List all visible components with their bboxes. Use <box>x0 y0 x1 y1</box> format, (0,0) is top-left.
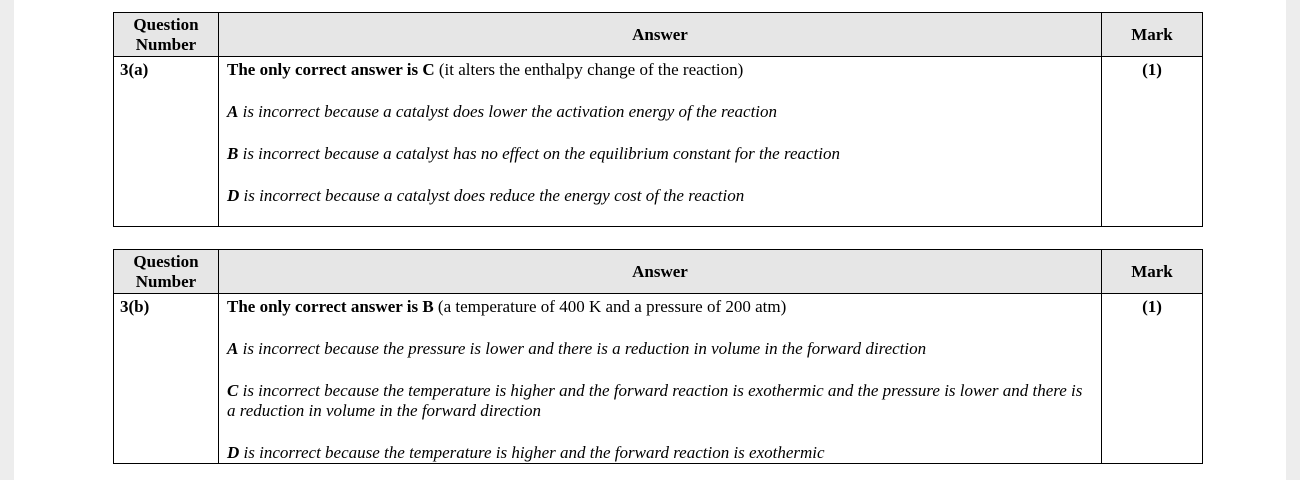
mark-header: Mark <box>1102 250 1203 294</box>
mark-value: (1) <box>1102 57 1203 227</box>
question-number-header: Question Number <box>114 250 219 294</box>
mark-scheme-table-3a <box>113 12 1203 227</box>
reason-b: B is incorrect because a catalyst has no effect on the equilibrium constant for the reaction <box>227 144 841 163</box>
reason-c: C is incorrect because the temperature is higher and the forward reaction is exothermic and the pressure is lower and there is a reduction in volume in the forward direction <box>227 381 1083 420</box>
mark-header: Mark <box>1102 13 1203 57</box>
answer-cell <box>219 294 1102 464</box>
mark-value: (1) <box>1102 294 1203 464</box>
table-header-row <box>114 13 1203 57</box>
table-row <box>114 57 1203 227</box>
document-page <box>14 0 1286 480</box>
mark-scheme-table-3b <box>113 249 1203 464</box>
table-header-row <box>114 250 1203 294</box>
reason-d: D is incorrect because a catalyst does reduce the energy cost of the reaction <box>227 186 745 205</box>
answer-cell <box>219 57 1102 227</box>
correct-answer: The only correct answer is C (it alters the enthalpy change of the reaction) <box>227 60 744 79</box>
answer-header: Answer <box>219 13 1102 57</box>
question-number: 3(a) <box>114 57 219 227</box>
answer-header: Answer <box>219 250 1102 294</box>
reason-a: A is incorrect because the pressure is lower and there is a reduction in volume in the forward direction <box>227 339 927 358</box>
reason-a: A is incorrect because a catalyst does lower the activation energy of the reaction <box>227 102 778 121</box>
reason-d: D is incorrect because the temperature is higher and the forward reaction is exothermic <box>227 443 825 462</box>
correct-answer: The only correct answer is B (a temperature of 400 K and a pressure of 200 atm) <box>227 297 787 316</box>
question-number: 3(b) <box>114 294 219 464</box>
table-row <box>114 294 1203 464</box>
question-number-header: Question Number <box>114 13 219 57</box>
